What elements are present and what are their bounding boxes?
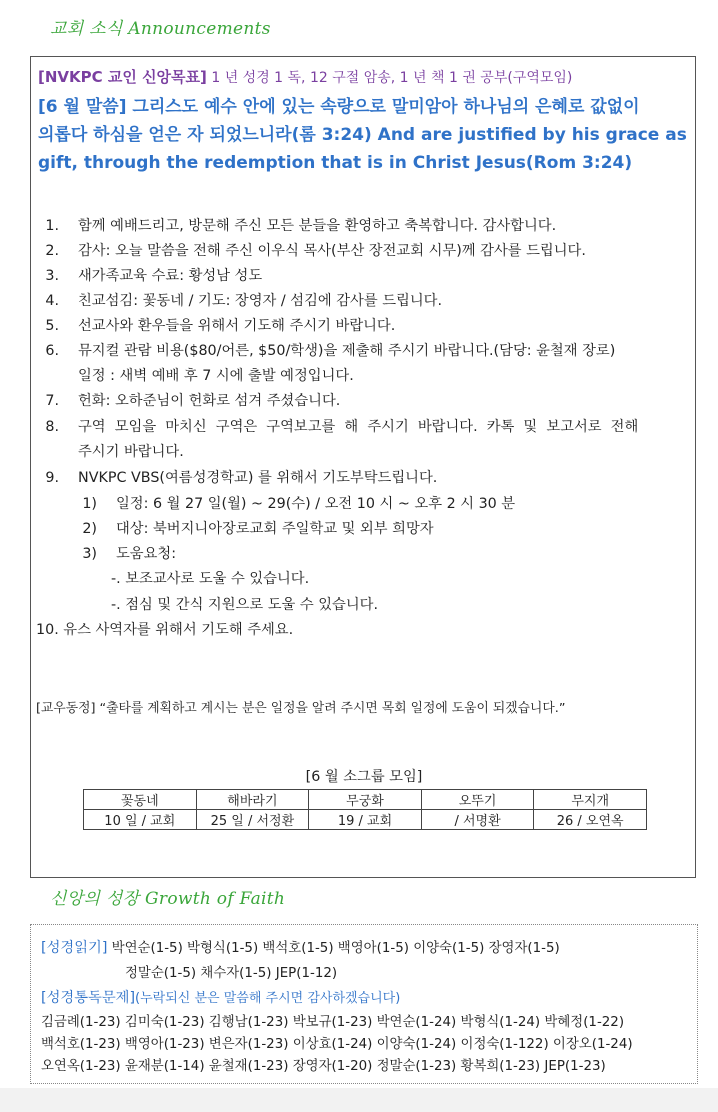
table-cell: 19 / 교회 <box>309 810 422 830</box>
reading-line-2: 정말순(1-5) 채수자(1-5) JEP(1-12) <box>125 966 338 981</box>
announcements-box: [NVKPC 교인 신앙목표] 1 년 성경 1 독, 12 구절 암송, 1 년 책 1 권 공부(구역모임) [6 월 말씀] 그리스도 예수 안에 있는 속량으로 말미암아 하나님의 은혜로 값없이 의롭다 하심을 얻은 자 되었느니라(롬 3:24) And are justified by his grace as gift, through the redemption that is in Christ Jesus(Rom 3:24) 1. 함께 예배드리고, 방문해 주신 모든 분들을 환영하고 축복합니다. 감사합니다. 2. 감사: 오늘 말씀을 전해 주신 이우식 목사(부산 장전교회 시무)께 감사를 드립니다. 3. 새가족교육 수료: 황성남 성도 4. 친교섬김: 꽃동네 / 기도: 장영자 / 섬김에 감사를 드립니다. 5. 선교사와 환우들을 위해서 기도해 주시기 바랍니다. 6. 뮤지컬 관람 비용($80/어른, $50/학생)을 제출해 주시기 바랍니다.(담당: 윤철재 장로) 일정 : 새벽 예배 후 7 시에 출발 예정입니다. 7. 헌화: 오하준님이 헌화로 섬겨 주셨습니다. 8. 구역 모임을 마치신 구역은 구역보고를 해 주시기 바랍니다. 카톡 및 보고서로 전해 주시기 바랍니다. 9. NVKPC VBS(여름성경학교) 를 위해서 기도부탁드립니다. 1) 일정: 6 월 27 일(월) ~ 29(수) / 오전 10 시 ~ 오후 2 시 30 분 2) 대상: 북버지니아장로교회 주일학교 및 외부 희망자 3) 도움요청: -. 보조교사로 도울 수 있습니다. -. 점심 및 간식 지원으로 도울 수 있습니다. 10. 유스 사역자를 위해서 기도해 주세요. [교우동정] “출타를 계획하고 계시는 분은 일정을 알려 주시면 목회 일정에 도움이 되겠습니다.” [6 월 소그룹 모임] 꽃동네 해바라기 무궁화 오뚜기 무지개 10 일 / 교회 25 일 / 서정환 19 / 교회 / 서명환 26 / 오연옥 <box>30 56 696 878</box>
table-row <box>84 790 647 810</box>
smallgroup-title: [6 월 소그룹 모임] <box>305 769 423 785</box>
table-header-cell: 무궁화 <box>309 790 422 810</box>
table-header-cell: 꽃동네 <box>84 790 197 810</box>
faith-box <box>30 924 698 1084</box>
growth-title: 신앙의 성장 Growth of Faith <box>50 889 286 909</box>
monthly-verse <box>38 93 688 177</box>
table-row <box>84 810 647 830</box>
faith-goal-tag: [NVKPC 교인 신앙목표] <box>38 68 207 86</box>
verse-tag: [6 월 말씀] <box>38 97 127 117</box>
quiz-header <box>41 987 400 1007</box>
table-header-cell: 해바라기 <box>196 790 309 810</box>
verse-line-1: 그리스도 예수 안에 있는 속량으로 말미암아 하나님의 은혜로 값없이 <box>126 97 640 117</box>
member-news: [교우동정] “출타를 계획하고 계시는 분은 일정을 알려 주시면 목회 일정에 도움이 되겠습니다.” <box>36 701 566 716</box>
faith-goal <box>38 66 688 87</box>
table-cell: 10 일 / 교회 <box>84 810 197 830</box>
reading-tag: [성경읽기] <box>41 940 108 956</box>
reading-line-1: [성경읽기] 박연순(1-5) 박형식(1-5) 백석호(1-5) 백영아(1-5) 이양숙(1-5) 장영자(1-5) <box>41 940 560 956</box>
table-header-cell: 오뚜기 <box>421 790 534 810</box>
table-cell: 25 일 / 서정환 <box>196 810 309 830</box>
quiz-line-1: 김금례(1-23) 김미숙(1-23) 김행남(1-23) 박보규(1-23) 박연순(1-24) 박형식(1-24) 박혜정(1-22) <box>41 1015 625 1030</box>
footer-bar <box>0 1088 718 1112</box>
table-cell: / 서명환 <box>421 810 534 830</box>
announcements-title: 교회 소식 Announcements <box>50 19 271 39</box>
table-header-cell: 무지개 <box>534 790 647 810</box>
smallgroup-table <box>83 789 647 830</box>
table-cell: 26 / 오연옥 <box>534 810 647 830</box>
quiz-note: (누락되신 분은 말씀해 주시면 감사하겠습니다) <box>135 991 401 1006</box>
faith-goal-text: 1 년 성경 1 독, 12 구절 암송, 1 년 책 1 권 공부(구역모임) <box>206 70 573 86</box>
verse-line-3: gift, through the redemption that is in Christ Jesus(Rom 3:24) <box>38 153 633 173</box>
verse-line-2: 의롭다 하심을 얻은 자 되었느니라(롬 3:24) And are justified by his grace as <box>38 125 687 145</box>
quiz-tag: [성경통독문제] <box>41 990 136 1006</box>
quiz-line-3: 오연옥(1-23) 윤재분(1-14) 윤철재(1-23) 장영자(1-20) 정말순(1-23) 황복희(1-23) JEP(1-23) <box>41 1059 606 1074</box>
quiz-line-2: 백석호(1-23) 백영아(1-23) 변은자(1-23) 이상효(1-24) 이양숙(1-24) 이정숙(1-122) 이장오(1-24) <box>41 1037 633 1052</box>
